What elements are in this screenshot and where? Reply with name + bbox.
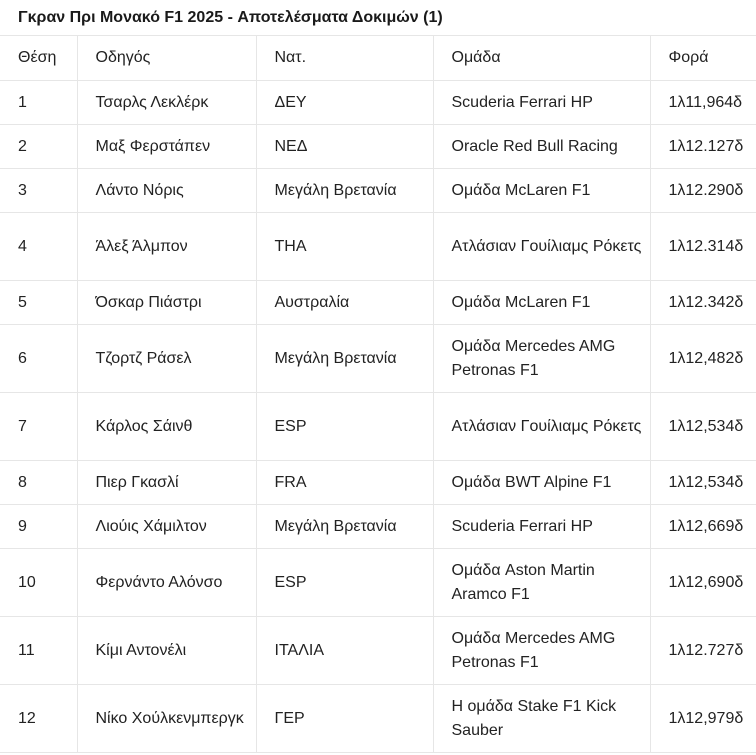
cell-team: Η ομάδα Stake F1 Kick Sauber <box>433 685 650 753</box>
cell-time: 1λ12.127δ <box>650 125 756 169</box>
header-time: Φορά <box>650 36 756 81</box>
cell-driver: Φερνάντο Αλόνσο <box>77 549 256 617</box>
cell-driver: Νίκο Χούλκενμπεργκ <box>77 685 256 753</box>
cell-nationality: THA <box>256 213 433 281</box>
header-nationality: Νατ. <box>256 36 433 81</box>
table-row <box>0 461 756 505</box>
cell-nationality: Μεγάλη Βρετανία <box>256 325 433 393</box>
cell-driver: Τζορτζ Ράσελ <box>77 325 256 393</box>
cell-position: 3 <box>0 169 77 213</box>
cell-time: 1λ12,979δ <box>650 685 756 753</box>
cell-time: 1λ12,669δ <box>650 505 756 549</box>
cell-team: Ατλάσιαν Γουίλιαμς Ρόκετς <box>433 393 650 461</box>
cell-time: 1λ12,534δ <box>650 393 756 461</box>
cell-nationality: ΓΕΡ <box>256 685 433 753</box>
cell-position: 4 <box>0 213 77 281</box>
table-row <box>0 81 756 125</box>
cell-driver: Πιερ Γκασλί <box>77 461 256 505</box>
cell-time: 1λ12.290δ <box>650 169 756 213</box>
cell-nationality: ESP <box>256 549 433 617</box>
cell-time: 1λ12.727δ <box>650 617 756 685</box>
cell-position: 2 <box>0 125 77 169</box>
cell-nationality: Αυστραλία <box>256 281 433 325</box>
cell-driver: Τσαρλς Λεκλέρκ <box>77 81 256 125</box>
cell-position: 1 <box>0 81 77 125</box>
cell-team: Ομάδα BWT Alpine F1 <box>433 461 650 505</box>
table-row <box>0 213 756 281</box>
cell-position: 12 <box>0 685 77 753</box>
cell-nationality: Μεγάλη Βρετανία <box>256 505 433 549</box>
cell-position: 8 <box>0 461 77 505</box>
cell-position: 6 <box>0 325 77 393</box>
cell-time: 1λ12.314δ <box>650 213 756 281</box>
cell-driver: Όσκαρ Πιάστρι <box>77 281 256 325</box>
cell-nationality: Μεγάλη Βρετανία <box>256 169 433 213</box>
cell-nationality: FRA <box>256 461 433 505</box>
cell-position: 9 <box>0 505 77 549</box>
cell-time: 1λ12.342δ <box>650 281 756 325</box>
results-table <box>0 36 756 753</box>
table-row <box>0 393 756 461</box>
header-position: Θέση <box>0 36 77 81</box>
table-header-row <box>0 36 756 81</box>
cell-time: 1λ12,534δ <box>650 461 756 505</box>
table-row <box>0 325 756 393</box>
cell-driver: Μαξ Φερστάπεν <box>77 125 256 169</box>
page-title: Γκραν Πρι Μονακό F1 2025 - Αποτελέσματα Δοκιμών (1) <box>0 0 756 36</box>
table-row <box>0 549 756 617</box>
cell-nationality: ESP <box>256 393 433 461</box>
table-row <box>0 505 756 549</box>
table-row <box>0 169 756 213</box>
cell-position: 11 <box>0 617 77 685</box>
cell-nationality: ΔΕΥ <box>256 81 433 125</box>
cell-time: 1λ12,482δ <box>650 325 756 393</box>
cell-position: 10 <box>0 549 77 617</box>
cell-position: 5 <box>0 281 77 325</box>
cell-nationality: ΙΤΑΛΙΑ <box>256 617 433 685</box>
cell-team: Ομάδα Aston Martin Aramco F1 <box>433 549 650 617</box>
cell-driver: Κίμι Αντονέλι <box>77 617 256 685</box>
cell-team: Ομάδα Mercedes AMG Petronas F1 <box>433 617 650 685</box>
header-team: Ομάδα <box>433 36 650 81</box>
cell-driver: Άλεξ Άλμπον <box>77 213 256 281</box>
cell-time: 1λ11,964δ <box>650 81 756 125</box>
header-driver: Οδηγός <box>77 36 256 81</box>
cell-team: Ατλάσιαν Γουίλιαμς Ρόκετς <box>433 213 650 281</box>
table-row <box>0 685 756 753</box>
cell-driver: Λιούις Χάμιλτον <box>77 505 256 549</box>
cell-driver: Κάρλος Σάινθ <box>77 393 256 461</box>
cell-time: 1λ12,690δ <box>650 549 756 617</box>
cell-driver: Λάντο Νόρις <box>77 169 256 213</box>
table-row <box>0 125 756 169</box>
cell-team: Oracle Red Bull Racing <box>433 125 650 169</box>
table-row <box>0 281 756 325</box>
cell-team: Ομάδα McLaren F1 <box>433 281 650 325</box>
cell-team: Ομάδα McLaren F1 <box>433 169 650 213</box>
table-row <box>0 617 756 685</box>
cell-team: Scuderia Ferrari HP <box>433 505 650 549</box>
cell-position: 7 <box>0 393 77 461</box>
cell-team: Ομάδα Mercedes AMG Petronas F1 <box>433 325 650 393</box>
cell-team: Scuderia Ferrari HP <box>433 81 650 125</box>
cell-nationality: ΝΕΔ <box>256 125 433 169</box>
